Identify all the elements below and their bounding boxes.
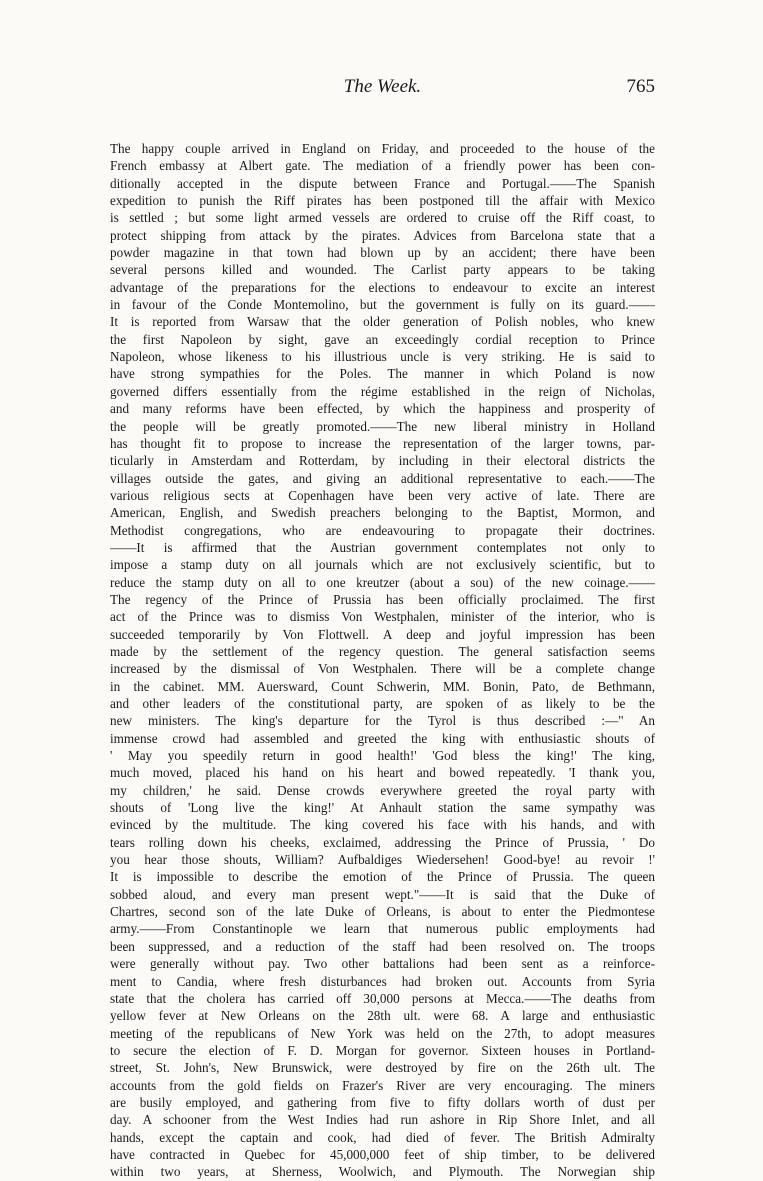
text-line: expedition to punish the Riff pirates has been postponed till the affair with Mexico [110,193,655,209]
text-line: you hear those shouts, William? Aufbaldiges Wiedersehen! Good-bye! au revoir !' [110,852,655,868]
text-line: in favour of the Conde Montemolino, but the government is fully on its guard.—— [110,297,655,313]
text-line: impose a stamp duty on all journals which are not exclusively scientific, but to [110,557,655,573]
text-line: succeeded temporarily by Von Flottwell. A deep and joyful impression has been [110,626,655,642]
text-line: hands, except the captain and cook, had died of fever. The British Admiralty [110,1129,655,1145]
text-line: army.——From Constantinople we learn that numerous public employments had [110,921,655,937]
text-line: my children,' he said. Dense crowds everywhere greeted the royal party with [110,782,655,798]
text-line: much moved, placed his hand on his heart and bowed repeatedly. 'I thank you, [110,765,655,781]
text-line: governed differs essentially from the régime established in the reign of Nicholas, [110,383,655,399]
text-line: villages outside the gates, and giving an additional representative to each.——The [110,470,655,486]
running-title: The Week. [343,76,422,97]
text-line: is settled ; but some light armed vessels are ordered to cruise off the Riff coast, to [110,210,655,226]
text-line: ditionally accepted in the dispute between France and Portugal.——The Spanish [110,175,655,191]
text-line: and many reforms have been effected, by which the happiness and prosperity of [110,401,655,417]
text-line: ' May you speedily return in good health!' 'God bless the king!' The king, [110,748,655,764]
text-line: French embassy at Albert gate. The mediation of a friendly power has been con- [110,158,655,174]
text-line: immense crowd had assembled and greeted the king with enthusiastic shouts of [110,730,655,746]
text-line: are busily employed, and gathering from five to fifty dollars worth of dust per [110,1094,655,1110]
text-line: powder magazine in that town had blown up by an accident; there have been [110,245,655,261]
text-line: act of the Prince was to dismiss Von Westphalen, minister of the interior, who is [110,609,655,625]
text-line: It is impossible to describe the emotion of the Prince of Prussia. The queen [110,869,655,885]
text-line: Napoleon, whose likeness to his illustrious uncle is very striking. He is said to [110,349,655,365]
text-line: The regency of the Prince of Prussia has been officially proclaimed. The first [110,591,655,607]
text-line: yellow fever at New Orleans on the 28th ult. were 68. A large and enthusiastic [110,1008,655,1024]
text-line: advantage of the preparations for the elections to endeavour to excite an interest [110,279,655,295]
text-line: Methodist congregations, who are endeavouring to propagate their doctrines. [110,522,655,538]
text-line: tears rolling down his cheeks, exclaimed, addressing the Prince of Prussia, ' Do [110,834,655,850]
text-line: reduce the stamp duty on all to one kreutzer (about a sou) of the new coinage.—— [110,574,655,590]
text-line: shouts of 'Long live the king!' At Anhault station the same sympathy was [110,800,655,816]
text-line: accounts from the gold fields on Frazer's River are very encouraging. The miners [110,1077,655,1093]
page-header [110,74,655,104]
text-line: to secure the election of F. D. Morgan for governor. Sixteen houses in Portland- [110,1042,655,1058]
text-line: in the cabinet. MM. Auersward, Count Schwerin, MM. Bonin, Pato, de Bethmann, [110,678,655,694]
text-line: Chartres, second son of the late Duke of Orleans, is about to enter the Piedmontese [110,904,655,920]
text-line: new ministers. The king's departure for the Tyrol is thus described :—" An [110,713,655,729]
text-line: meeting of the republicans of New York was held on the 27th, to adopt measures [110,1025,655,1041]
text-line: street, St. John's, New Brunswick, were destroyed by fire on the 26th ult. The [110,1060,655,1076]
text-line: several persons killed and wounded. The Carlist party appears to be taking [110,262,655,278]
page-number: 765 [626,76,655,97]
text-line: day. A schooner from the West Indies had run ashore in Rip Shore Inlet, and all [110,1112,655,1128]
text-line: the people will be greatly promoted.——The new liberal ministry in Holland [110,418,655,434]
text-line: the first Napoleon by sight, gave an exceedingly cordial reception to Prince [110,331,655,347]
text-line: It is reported from Warsaw that the older generation of Polish nobles, who knew [110,314,655,330]
text-line: protect shipping from attack by the pirates. Advices from Barcelona state that a [110,227,655,243]
article-body [110,140,655,1181]
text-line: and other leaders of the constitutional party, are spoken of as likely to be the [110,696,655,711]
text-line: ticularly in Amsterdam and Rotterdam, by including in their electoral districts the [110,453,655,469]
text-line: American, English, and Swedish preachers belonging to the Baptist, Mormon, and [110,505,655,521]
text-line: have contracted in Quebec for 45,000,000 feet of ship timber, to be delivered [110,1146,655,1162]
text-line: within two years, at Sherness, Woolwich, and Plymouth. The Norwegian ship [110,1164,655,1180]
text-line: ——It is affirmed that the Austrian government contemplates not only to [110,539,655,555]
text-line: were generally without pay. Two other battalions had been sent as a reinforce- [110,956,655,972]
text-line: made by the settlement of the regency question. The general satisfaction seems [110,643,655,659]
text-line: has thought fit to propose to increase the representation of the larger towns, par- [110,435,655,451]
text-line: state that the cholera has carried off 30,000 persons at Mecca.——The deaths from [110,990,655,1006]
text-line: have strong sympathies for the Poles. The manner in which Poland is now [110,366,655,382]
text-line: various religious sects at Copenhagen have been very active of late. There are [110,487,655,503]
text-line: increased by the dismissal of Von Westphalen. There will be a complete change [110,661,655,677]
text-line: The happy couple arrived in England on Friday, and proceeded to the house of the [110,141,655,156]
text-line: been suppressed, and a reduction of the staff had been resolved on. The troops [110,938,655,954]
text-line: sobbed aloud, and every man present wept."——It is said that the Duke of [110,886,655,902]
text-line: evinced by the multitude. The king covered his face with his hands, and with [110,817,655,833]
text-line: ment to Candia, where fresh disturbances had broken out. Accounts from Syria [110,973,655,989]
